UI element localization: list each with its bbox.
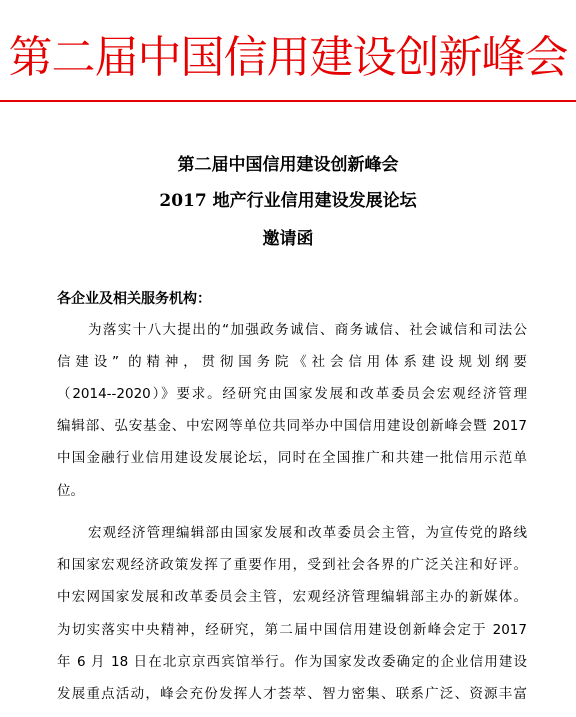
paragraph-1-line-2: 信建设” 的精神，贯彻国务院《社会信用体系建设规划纲要 bbox=[57, 354, 527, 370]
red-header-banner: 第二届中国信用建设创新峰会 bbox=[8, 32, 568, 83]
title-line-1: 第二届中国信用建设创新峰会 bbox=[177, 155, 399, 175]
paragraph-1-line-4: 编辑部、弘安基金、中宏网等单位共同举办中国信用建设创新峰会暨 2017 bbox=[57, 418, 527, 434]
paragraph-2-line-1: 宏观经济管理编辑部由国家发展和改革委员会主管，为宣传党的路线 bbox=[88, 525, 527, 541]
title-line-2: 2017 地产行业信用建设发展论坛 bbox=[159, 191, 417, 211]
paragraph-1-line-1: 为落实十八大提出的“加强政务诚信、商务诚信、社会诚信和司法公 bbox=[88, 322, 527, 338]
paragraph-2-line-2: 和国家宏观经济政策发挥了重要作用，受到社会各界的广泛关注和好评。 bbox=[57, 557, 527, 573]
paragraph-1-line-5: 中国金融行业信用建设发展论坛，同时在全国推广和共建一批信用示范单 bbox=[57, 450, 527, 466]
paragraph-1-line-6: 位。 bbox=[57, 483, 84, 499]
paragraph-2-line-4: 为切实落实中央精神，经研究，第二届中国信用建设创新峰会定于 2017 bbox=[57, 622, 527, 638]
paragraph-2-line-5: 年 6 月 18 日在北京京西宾馆举行。作为国家发改委确定的企业信用建设 bbox=[57, 654, 527, 670]
paragraph-2-line-6: 发展重点活动，峰会充份发挥人才荟萃、智力密集、联系广泛、资源丰富 bbox=[57, 686, 527, 702]
salutation: 各企业及相关服务机构： bbox=[57, 291, 211, 307]
title-line-3: 邀请函 bbox=[262, 229, 314, 249]
paragraph-2-line-3: 中宏网国家发展和改革委员会主管，宏观经济管理编辑部主办的新媒体。 bbox=[57, 589, 527, 605]
red-header-rule bbox=[0, 100, 576, 102]
paragraph-1-line-3: （2014--2020）》要求。经研究由国家发展和改革委员会宏观经济管理 bbox=[57, 386, 527, 402]
